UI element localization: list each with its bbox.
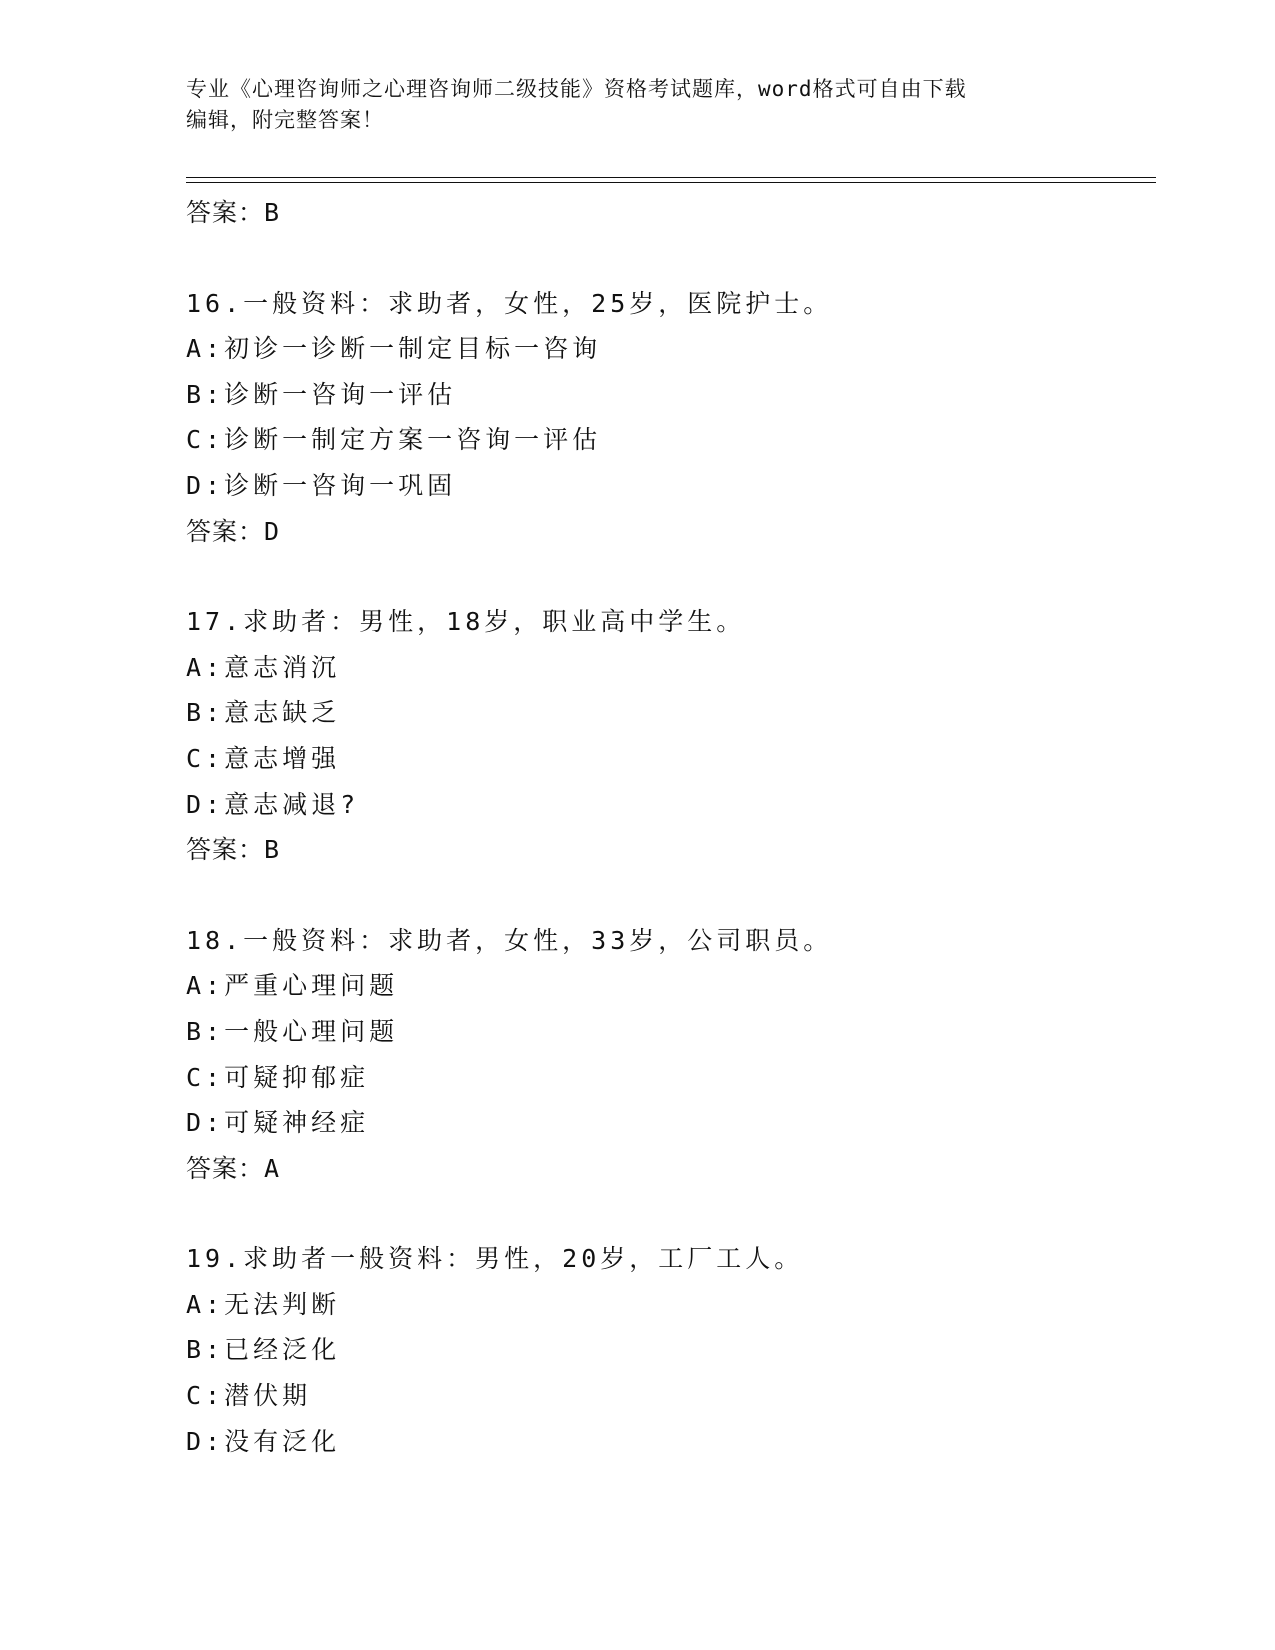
option-a: A:严重心理问题	[186, 971, 399, 1001]
answer-line: 答案：B	[186, 198, 281, 227]
option-d: D:没有泛化	[186, 1426, 341, 1456]
question-block	[186, 918, 1146, 1192]
header-line-2: 编辑，附完整答案！	[186, 108, 384, 132]
question-block	[186, 599, 1146, 873]
option-a: A:初诊一诊断一制定目标一咨询	[186, 334, 602, 364]
document-header	[186, 74, 1086, 136]
question-stem: 18.一般资料：求助者，女性，33岁，公司职员。	[186, 925, 833, 955]
option-b: B:诊断一咨询一评估	[186, 379, 457, 409]
answer-line: 答案：D	[186, 516, 281, 546]
option-a: A:意志消沉	[186, 652, 341, 682]
option-d: D:可疑神经症	[186, 1108, 370, 1138]
question-stem: 19.求助者一般资料：男性，20岁，工厂工人。	[186, 1244, 804, 1274]
header-line-1: 专业《心理咨询师之心理咨询师二级技能》资格考试题库，word格式可自由下载	[186, 77, 967, 101]
answer-line: 答案：A	[186, 1153, 281, 1183]
option-c: C:意志增强	[186, 743, 341, 773]
spacer	[186, 236, 1146, 281]
question-stem: 16.一般资料：求助者，女性，25岁，医院护士。	[186, 288, 833, 318]
question-block	[186, 281, 1146, 555]
option-c: C:诊断一制定方案一咨询一评估	[186, 425, 602, 455]
answer-line: 答案：B	[186, 835, 281, 865]
question-block	[186, 1236, 1146, 1464]
header-divider-bottom	[186, 182, 1156, 183]
option-d: D:诊断一咨询一巩固	[186, 470, 457, 500]
question-list	[186, 190, 1146, 1464]
spacer	[186, 554, 1146, 599]
option-c: C:可疑抑郁症	[186, 1062, 370, 1092]
option-a: A:无法判断	[186, 1289, 341, 1319]
option-b: B:一般心理问题	[186, 1016, 399, 1046]
option-b: B:已经泛化	[186, 1335, 341, 1365]
spacer	[186, 1191, 1146, 1236]
option-d: D:意志减退?	[186, 789, 360, 819]
spacer	[186, 873, 1146, 918]
question-stem: 17.求助者：男性，18岁，职业高中学生。	[186, 607, 746, 637]
option-b: B:意志缺乏	[186, 698, 341, 728]
header-divider-top	[186, 177, 1156, 178]
option-c: C:潜伏期	[186, 1381, 312, 1411]
